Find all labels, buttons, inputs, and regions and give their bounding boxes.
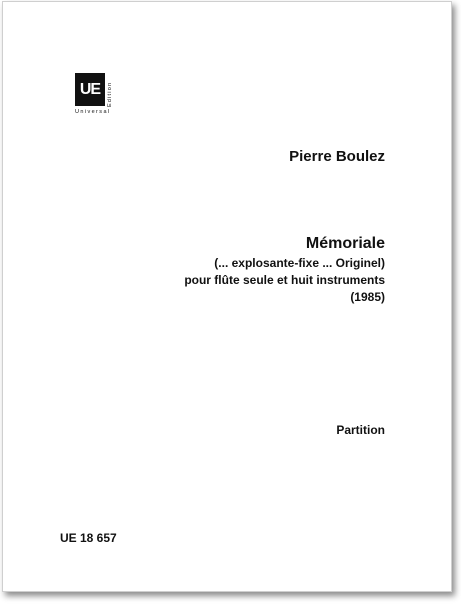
publisher-logo: [75, 73, 121, 123]
work-instrumentation: pour flûte seule et huit instruments: [184, 273, 385, 287]
score-cover-page: [2, 1, 452, 592]
publisher-logo-vertical-text: Edition: [107, 81, 113, 107]
work-subtitle: (... explosante-fixe ... Originel): [214, 256, 385, 270]
catalog-number: UE 18 657: [60, 531, 117, 545]
composer-name: Pierre Boulez: [289, 148, 385, 165]
work-title: Mémoriale: [305, 235, 385, 252]
edition-type: Partition: [336, 423, 385, 437]
publisher-logo-mark: UE: [75, 73, 105, 106]
work-year: (1985): [350, 290, 385, 304]
publisher-logo-bottom-text: Universal: [75, 109, 111, 115]
work-details: [184, 255, 385, 306]
